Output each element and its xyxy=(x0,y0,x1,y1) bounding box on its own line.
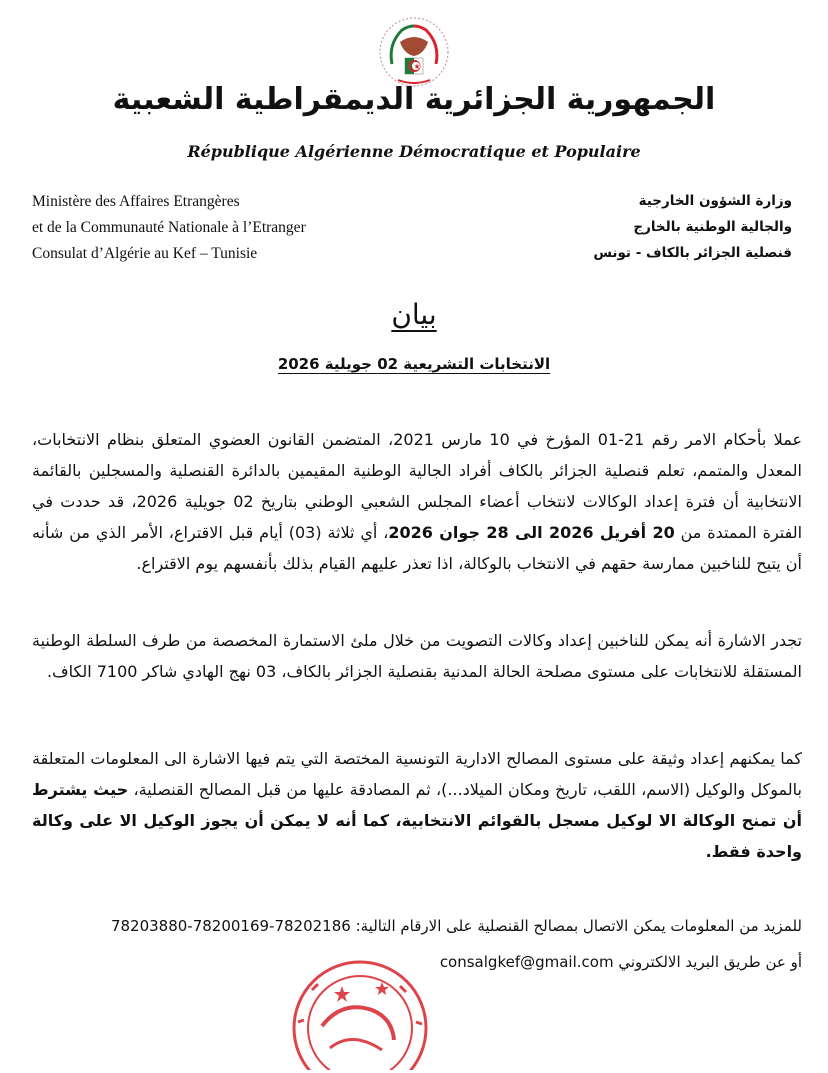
paragraph-3-condition: حيث يشترط أن تمنح الوكالة الا لوكيل مسجل بالقوائم الانتخابية، كما أنه لا يمكن أن يجوز الوكيل الا على وكالة واحدة فقط. xyxy=(32,780,802,861)
arabic-republic-title: الجمهورية الجزائرية الديمقراطية الشعبية xyxy=(112,82,716,117)
paragraph-proxy-location xyxy=(32,625,802,687)
notice-heading xyxy=(300,298,528,331)
ministry-line-fr-1: Ministère des Affaires Etrangères xyxy=(32,193,240,210)
consular-stamp-icon xyxy=(282,930,482,1070)
contact-phone-numbers: 78203880-78200169-78202186 xyxy=(110,917,351,935)
contact-email-address[interactable]: consalgkef@gmail.com xyxy=(439,953,614,971)
ministry-line-ar-1: وزارة الشؤون الخارجية xyxy=(638,193,792,209)
paragraph-1-part-a: عملا بأحكام الامر رقم 21-01 المؤرخ في 10 مارس 2021، المتضمن القانون العضوي المتعلق بنظام الانتخابات، المعدل والمتمم، تعلم قنصلية الجزائر بالكاف أفراد الجالية الوطنية المقيمين بالدائرة القنصلية والمسجلين بالقائمة الانتخابية أن فترة إعداد الوكالات لانتخاب أعضاء المجلس الشعبي الوطني بتاريخ 02 جويلية 2026، قد حددت في الفترة الممتدة من xyxy=(32,430,803,542)
ministry-line-ar-2: والجالية الوطنية بالخارج xyxy=(633,219,792,235)
paragraph-1-part-b: ، أي ثلاثة (03) أيام قبل الاقتراع، الأمر الذي من شأنه أن يتيح للناخبين ممارسة حقهم في الانتخاب بالوكالة، اذا تعذر عليهم القيام بذلك بأنفسهم يوم الاقتراع. xyxy=(32,523,802,573)
contact-email-prefix: أو عن طريق البريد الالكتروني xyxy=(613,953,802,971)
contact-email-line xyxy=(32,953,802,971)
contact-phones-line xyxy=(32,917,802,935)
coat-of-arms-icon xyxy=(378,14,450,90)
consulate-line-fr: Consulat d’Algérie au Kef – Tunisie xyxy=(32,245,258,262)
french-republic-title: République Algérienne Démocratique et Populaire xyxy=(187,142,641,161)
notice-subtitle xyxy=(200,355,628,373)
paragraph-3-text: كما يمكنهم إعداد وثيقة على مستوى المصالح الادارية التونسية المختصة التي يتم فيها الاشارة الى المعلومات المتعلقة بالموكل والوكيل (الاسم، اللقب، تاريخ ومكان الميلاد...)، ثم المصادقة عليها من قبل المصالح القنصلية، xyxy=(32,749,802,799)
consulate-line-ar: قنصلية الجزائر بالكاف - تونس xyxy=(593,245,792,261)
paragraph-proxy-document xyxy=(32,743,802,867)
paragraph-2-text: تجدر الاشارة أنه يمكن للناخبين إعداد وكالات التصويت من خلال ملئ الاستمارة المخصصة من طرف السلطة الوطنية المستقلة للانتخابات على مستوى مصلحة الحالة المدنية بقنصلية الجزائر بالكاف، 03 نهج الهادي شاكر 7100 الكاف. xyxy=(32,631,802,681)
proxy-period-dates: 20 أفريل 2026 الى 28 جوان 2026 xyxy=(388,523,675,542)
notice-heading-text: بيان xyxy=(391,298,437,331)
paragraph-proxy-period xyxy=(32,424,802,579)
notice-subtitle-text: الانتخابات التشريعية 02 جويلية 2026 xyxy=(277,355,551,373)
contact-phones-prefix: للمزيد من المعلومات يمكن الاتصال بمصالح القنصلية على الارقام التالية: xyxy=(350,917,802,935)
ministry-line-fr-2: et de la Communauté Nationale à l’Etranger xyxy=(32,219,306,236)
